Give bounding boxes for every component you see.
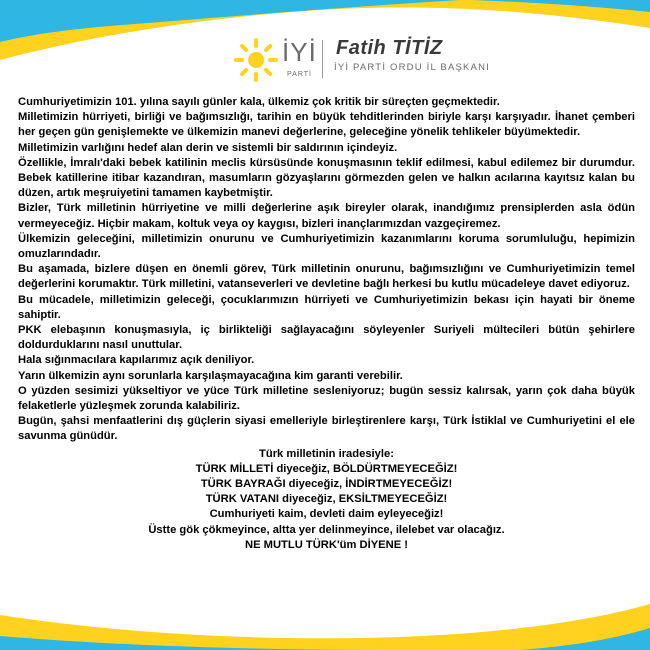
paragraph: Milletimizin hürriyeti, birliği ve bağımsızlığı, tarihin en büyük tehditlerinden biriyle karşı karşıyadır. İhanet çemberi her geçen gün genişlemekte ve ülkemizin manevi değerlerine, geleceğine yönelik tehlikeler büyümektedir. [18, 111, 635, 139]
closing-line: NE MUTLU TÜRK'üm DİYENE ! [244, 538, 408, 551]
paragraph: PKK elebaşının konuşmasıyla, iç birlikteliği sağlayacağını söyleyenler Suriyeli mültecileri bütün şehirlere doldurduklarını nasıl unuttular. [18, 324, 635, 352]
sun-logo-icon [232, 36, 280, 84]
closing-slogans [18, 447, 635, 553]
paragraph: Milletimizin varlığını hedef alan derin ve sistemli bir saldırının içindeyiz. [18, 141, 398, 154]
closing-line: TÜRK BAYRAĞI diyeceğiz, İNDİRTMEYECEĞİZ! [200, 478, 453, 491]
paragraph: Bugün, şahsi menfaatlerini dış güçlerin siyasi emelleriyle birleştirenlere karşı, Türk İstiklal ve Cumhuriyetini el ele savunma günüdür. [18, 415, 635, 443]
party-sub-label: PARTİ [287, 71, 312, 78]
paragraph: Bizler, Türk milletinin hürriyetine ve milli değerlerine aşık bireyler olarak, inandığımız prensiplerden asla ödün vermeyeceğiz. Hiçbir makam, koltuk veya oy kaygısı, bizleri inançlarımızdan vazgeçiremez. [18, 202, 635, 230]
person-name: Fatih TİTİZ [336, 37, 443, 59]
paragraph: Yarın ülkemizin aynı sorunlarla karşılaşmayacağına kim garanti verebilir. [18, 369, 403, 382]
paragraph: Ülkemizin geleceğini, milletimizin onurunu ve Cumhuriyetimizin kazanımlarını koruma sorumluluğu, hepimizin omuzlarındadır. [18, 232, 635, 261]
closing-line: Üstte gök çökmeyince, altta yer delinmeyince, ilelebet var olacağız. [148, 523, 505, 536]
header [0, 34, 650, 86]
closing-line: Cumhuriyeti kaim, devleti daim eyleyeceğiz! [209, 508, 444, 521]
paragraph: O yüzden sesimizi yükseltiyor ve yüce Türk milletine sesleniyoruz; bugün sessiz kalırsak, yarın çok daha büyük felaketlerle yüzleşmek zorunda kalabiliriz. [18, 384, 635, 413]
closing-line: Türk milletinin iradesiyle: [259, 447, 394, 460]
person-role: İYİ PARTİ ORDU İL BAŞKANI [334, 62, 490, 73]
closing-line: TÜRK VATANI diyeceğiz, EKSİLTMEYECEĞİZ! [205, 493, 448, 506]
paragraph: Bu aşamada, bizlere düşen en önemli görev, Türk milletinin onurunu, bağımsızlığını ve Cumhuriyetimizin temel değerlerini korumaktır. Türk milletini, vatanseverleri ve devletine bağlı herkesi bu kutlu mücadeleye davet ediyoruz. [18, 263, 635, 291]
closing-line: TÜRK MİLLETİ diyeceğiz, BÖLDÜRTMEYECEĞİZ! [195, 462, 458, 475]
paragraph: Cumhuriyetimizin 101. yılına sayılı günler kala, ülkemiz çok kritik bir süreçten geçmektedir. [18, 96, 500, 108]
paragraph: Hala sığınmacılara kapılarımız açık deniliyor. [18, 354, 255, 367]
paragraph: Özellikle, İmralı'daki bebek katilinin meclis kürsüsünde konuşmasının teklif edilmesi, kabul edilemez bir durumdur. Bebek katillerine itibar kazandıran, masumların gözyaşlarını görmezden gelen ve halkın acılarına kayıtsız kalan bu düzen, artık meşruiyetini tamamen kaybetmiştir. [18, 156, 635, 200]
party-name: İYİ [282, 37, 317, 67]
statement-body [18, 95, 635, 553]
paragraph: Bu mücadele, milletimizin geleceği, çocuklarımızın hürriyeti ve Cumhuriyetimizin bekası için hayati bir öneme sahiptir. [18, 293, 635, 321]
header-divider [322, 40, 323, 78]
